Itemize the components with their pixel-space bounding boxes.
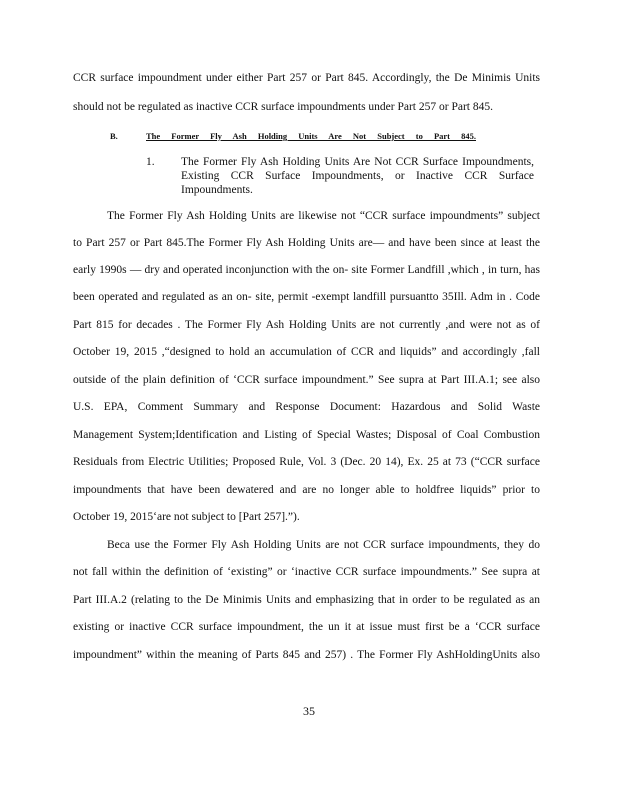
- body-text-line: The Former Fly Ash Holding Units are likewise not “CCR surface impoundments” subject: [107, 210, 540, 222]
- body-text-line: Management System;Identification and Listing of Special Wastes; Disposal of Coal Combustion: [73, 429, 540, 441]
- body-text-line: October 19, 2015 ,“designed to hold an accumulation of CCR and liquids” and accordingly ,fall: [73, 346, 540, 358]
- body-text-line: Beca use the Former Fly Ash Holding Units are not CCR surface impoundments, they do: [107, 539, 540, 551]
- body-text-line: early 1990s — dry and operated inconjunction with the on- site Former Landfill ,which , in turn, has: [73, 264, 540, 276]
- body-text-line: Part 815 for decades . The Former Fly Ash Holding Units are not currently ,and were not as of: [73, 319, 540, 331]
- subsection-number: 1.: [146, 156, 155, 168]
- body-text-line: Residuals from Electric Utilities; Proposed Rule, Vol. 3 (Dec. 20 14), Ex. 25 at 73 (“CCR surface: [73, 456, 540, 468]
- body-text-line: October 19, 2015‘are not subject to [Part 257].”).: [73, 511, 300, 523]
- body-text-line: not fall within the definition of ‘existing” or ‘inactive CCR surface impoundments.” See supra at: [73, 566, 540, 578]
- body-text-line: U.S. EPA, Comment Summary and Response Document: Hazardous and Solid Waste: [73, 401, 540, 413]
- body-text-line: impoundments that have been dewatered and are no longer able to holdfree liquids” prior to: [73, 484, 540, 496]
- body-text-line: existing or inactive CCR surface impoundment, the un it at issue must first be a ‘CCR surface: [73, 621, 540, 633]
- body-text-line: Part III.A.2 (relating to the De Minimis Units and emphasizing that in order to be regulated as an: [73, 594, 540, 606]
- section-title: The Former Fly Ash Holding Units Are Not Subject to Part 845.: [146, 131, 476, 141]
- body-text-line: outside of the plain definition of ‘CCR surface impoundment.” See supra at Part III.A.1; see also: [73, 374, 540, 386]
- section-letter: B.: [110, 131, 118, 141]
- body-text-line: CCR surface impoundment under either Part 257 or Part 845. Accordingly, the De Minimis Units: [73, 72, 540, 84]
- body-text-line: impoundment” within the meaning of Parts 845 and 257) . The Former Fly AshHoldingUnits also: [73, 649, 540, 661]
- body-text-line: to Part 257 or Part 845.The Former Fly Ash Holding Units are— and have been since at least the: [73, 237, 540, 249]
- subsection-title-line: The Former Fly Ash Holding Units Are Not CCR Surface Impoundments,: [181, 156, 534, 168]
- subsection-title-line: Existing CCR Surface Impoundments, or Inactive CCR Surface: [181, 170, 534, 182]
- body-text-line: been operated and regulated as an on- site, permit -exempt landfill pursuantto 35Ill. Adm in . Code: [73, 291, 540, 303]
- body-text-line: should not be regulated as inactive CCR surface impoundments under Part 257 or Part 845.: [73, 101, 493, 113]
- page-number: 35: [303, 704, 315, 718]
- subsection-title-line: Impoundments.: [181, 184, 253, 196]
